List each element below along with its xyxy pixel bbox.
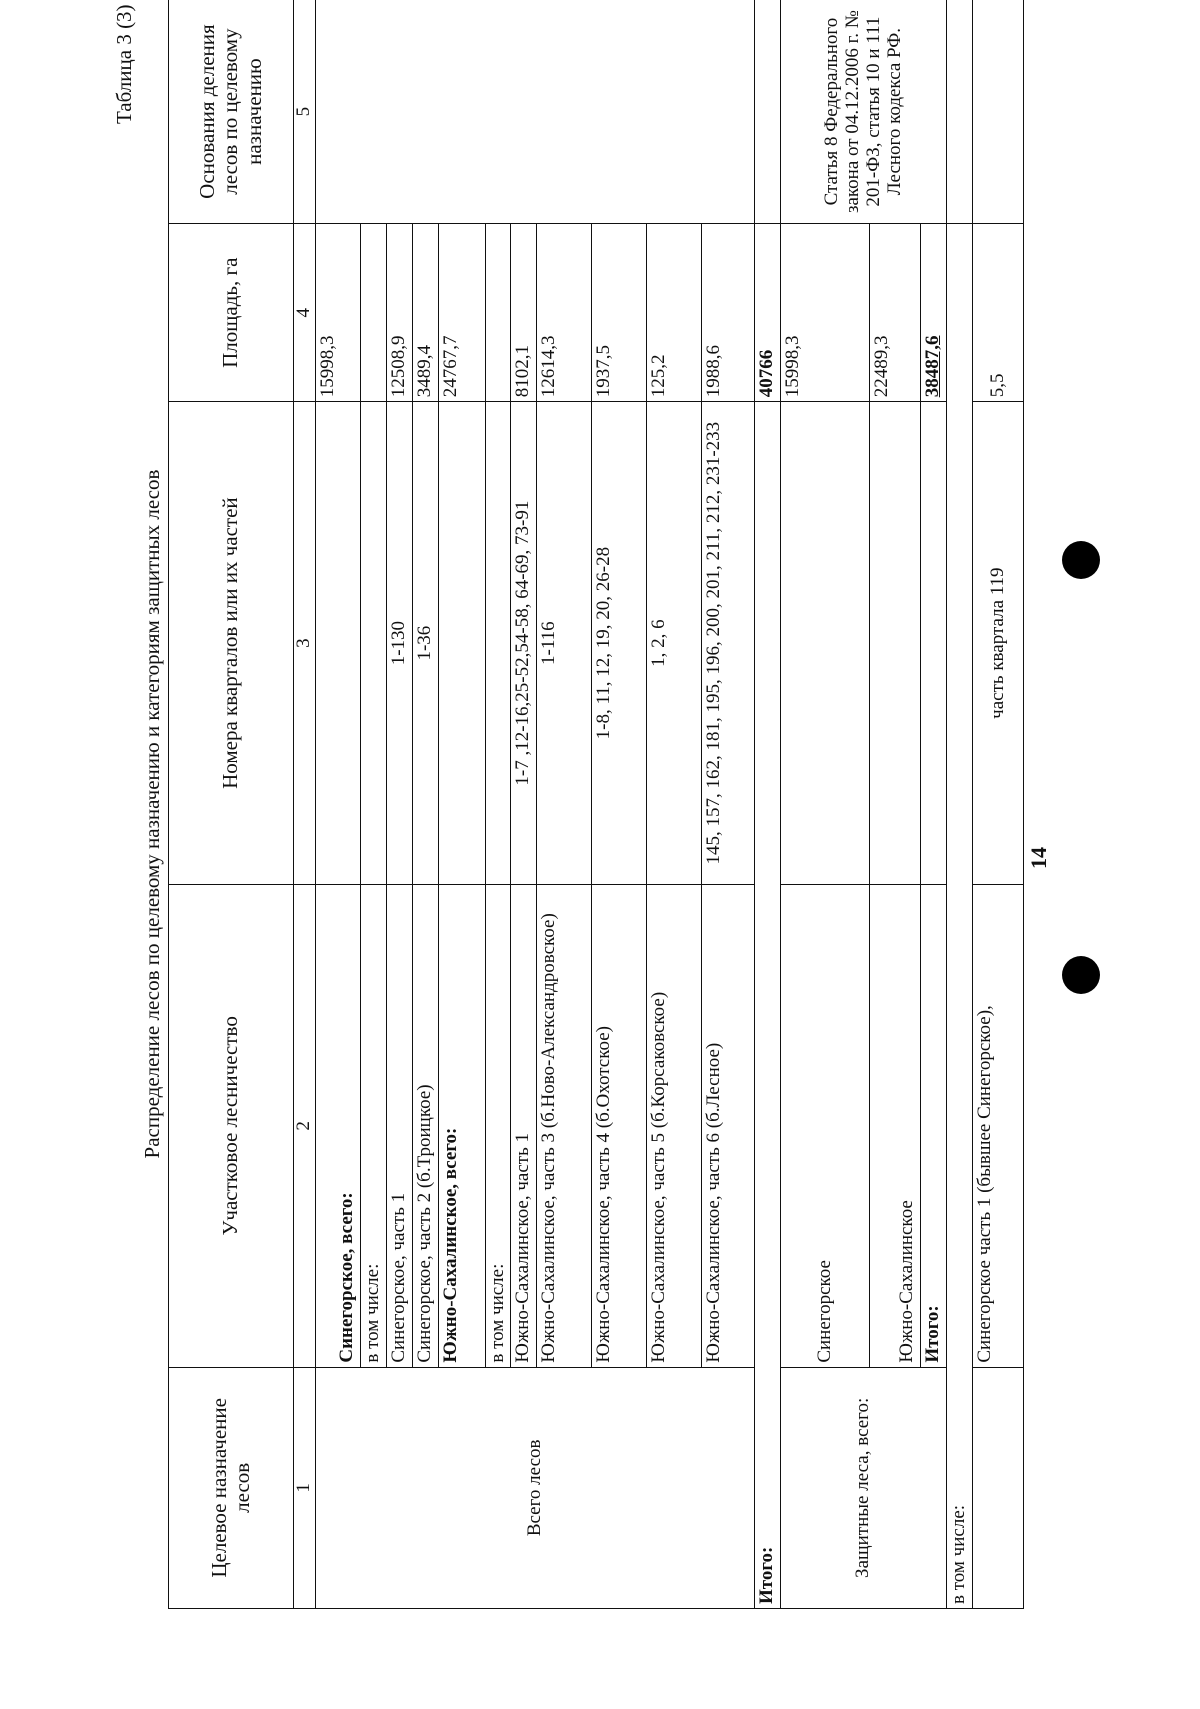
area-cell: 12614,3: [537, 224, 592, 402]
forestry-name: Синегорское, всего:: [315, 884, 360, 1367]
column-number-row: [294, 0, 316, 1609]
table-caption: Таблица 3 (3): [112, 4, 136, 124]
table-row: [315, 0, 360, 1609]
header-forestry: Участковое лесничество: [169, 884, 294, 1367]
quarters-cell: [921, 402, 947, 885]
quarters-cell: 1, 2, 6: [647, 402, 702, 885]
header-quarters: Номера кварталов или их частей: [169, 402, 294, 885]
forestry-name: в том числе:: [360, 884, 386, 1367]
page-number: 14: [1026, 847, 1051, 869]
column-number: 4: [294, 224, 316, 402]
punch-hole-mark: [1062, 956, 1100, 994]
quarters-cell: [360, 402, 386, 885]
column-number: 2: [294, 884, 316, 1367]
quarters-cell: [485, 402, 511, 885]
total-row: [755, 0, 781, 1609]
table-row: [781, 0, 870, 1609]
forestry-name: Южно-Сахалинское, часть 6 (б.Лесное): [702, 884, 755, 1367]
forestry-name: Синегорское: [781, 884, 870, 1367]
quarters-cell: [315, 402, 360, 885]
area-cell: 15998,3: [781, 224, 870, 402]
forestry-name: в том числе:: [485, 884, 511, 1367]
including-basis-empty: [947, 0, 973, 224]
quarters-cell: [781, 402, 870, 885]
quarters-cell: часть квартала 119: [973, 402, 1024, 885]
forestry-name: Южно-Сахалинское, часть 3 (б.Ново-Александровское): [537, 884, 592, 1367]
area-cell: 125,2: [647, 224, 702, 402]
quarters-cell: [870, 402, 921, 885]
quarters-cell: 1-130: [386, 402, 412, 885]
area-cell: 8102,1: [511, 224, 537, 402]
column-number: 5: [294, 0, 316, 224]
basis-cell-empty: [315, 0, 754, 224]
forestry-name: Южно-Сахалинское, часть 5 (б.Корсаковское): [647, 884, 702, 1367]
quarters-cell: [438, 402, 485, 885]
area-cell: 22489,3: [870, 224, 921, 402]
total-label: Итого:: [755, 402, 781, 1609]
quarters-cell: 1-8, 11, 12, 19, 20, 26-28: [592, 402, 647, 885]
area-cell: 1937,5: [592, 224, 647, 402]
forestry-name: Синегорское часть 1 (бывшее Синегорское),: [973, 884, 1024, 1367]
header-basis: Основания деления лесов по целевому назначению: [169, 0, 294, 224]
forestry-name: Южно-Сахалинское, часть 4 (б.Охотское): [592, 884, 647, 1367]
forestry-name: Синегорское, часть 2 (б.Троицкое): [412, 884, 438, 1367]
purpose-cell-empty: [973, 1367, 1024, 1608]
forestry-name: Южно-Сахалинское, всего:: [438, 884, 485, 1367]
including-row: [947, 0, 973, 1609]
including-label: в том числе:: [947, 224, 973, 1609]
table-header-row: [169, 0, 294, 1609]
quarters-cell: 1-36: [412, 402, 438, 885]
column-number: 1: [294, 1367, 316, 1608]
area-cell: [360, 224, 386, 402]
quarters-cell: 1-7 ,12-16,25-52,54-58, 64-69, 73-91: [511, 402, 537, 885]
header-purpose: Целевое назначение лесов: [169, 1367, 294, 1608]
area-cell: 38487,6: [921, 224, 947, 402]
column-number: 3: [294, 402, 316, 885]
area-cell: 12508,9: [386, 224, 412, 402]
forestry-name: Южно-Сахалинское, часть 1: [511, 884, 537, 1367]
area-cell: [485, 224, 511, 402]
area-cell: 3489,4: [412, 224, 438, 402]
area-cell: 5,5: [973, 224, 1024, 402]
quarters-cell: 1-116: [537, 402, 592, 885]
area-cell: 15998,3: [315, 224, 360, 402]
header-area: Площадь, га: [169, 224, 294, 402]
table-row: [973, 0, 1024, 1609]
group-all-forests: Всего лесов: [315, 1367, 754, 1608]
forestry-name: Синегорское, часть 1: [386, 884, 412, 1367]
basis-cell-empty: [973, 0, 1024, 224]
area-cell: 24767,7: [438, 224, 485, 402]
forestry-name: Южно-Сахалинское: [870, 884, 921, 1367]
total-area: 40766: [755, 224, 781, 402]
basis-cell: Статья 8 Федерального закона от 04.12.2006 г. № 201-ФЗ, статья 10 и 111 Лесного кодекса РФ.: [781, 0, 947, 224]
punch-hole-mark: [1062, 541, 1100, 579]
document-title: Распределение лесов по целевому назначению и категориям защитных лесов: [140, 469, 164, 1159]
forestry-name: Итого:: [921, 884, 947, 1367]
area-cell: 1988,6: [702, 224, 755, 402]
total-basis-empty: [755, 0, 781, 224]
quarters-cell: 145, 157, 162, 181, 195, 196, 200, 201, 211, 212, 231-233: [702, 402, 755, 885]
group-protective-forests: Защитные леса, всего:: [781, 1367, 947, 1608]
forest-distribution-table: [168, 0, 1024, 1609]
